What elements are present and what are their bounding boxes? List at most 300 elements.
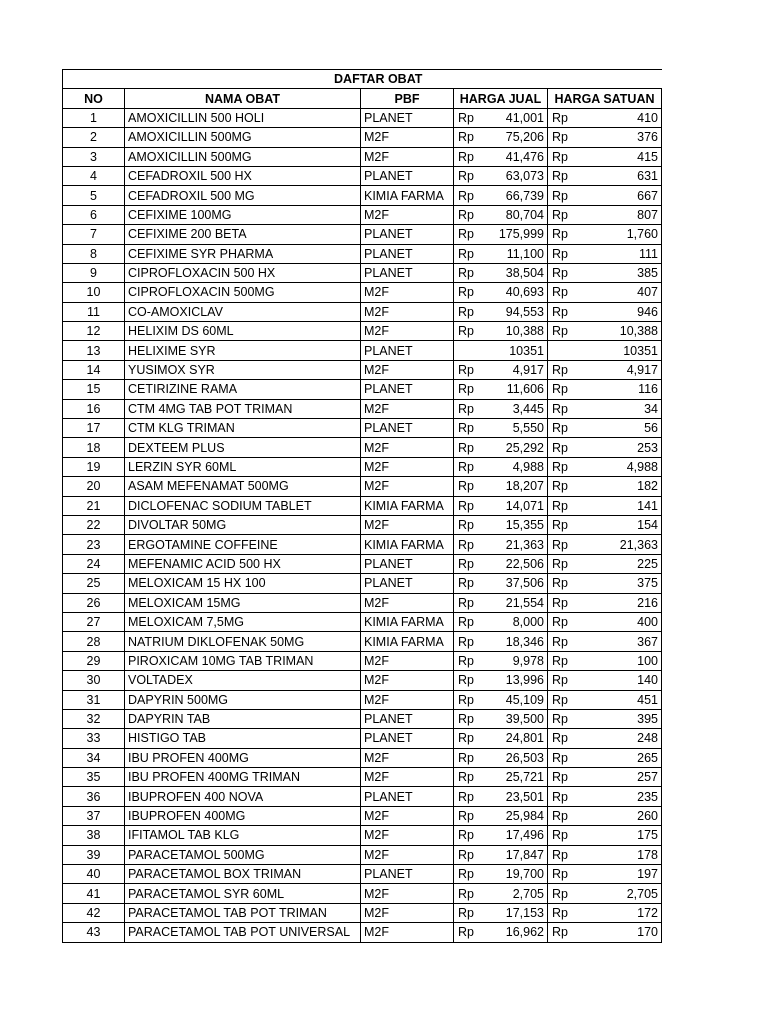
cell-name: MEFENAMIC ACID 500 HX <box>125 554 361 573</box>
table-row <box>63 671 662 690</box>
currency-label: Rp <box>552 518 568 533</box>
cell-harga-satuan-wrap <box>551 303 658 321</box>
cell-harga-jual-wrap <box>457 516 544 534</box>
currency-label: Rp <box>458 809 474 824</box>
cell-harga-satuan-wrap <box>551 245 658 263</box>
currency-label: Rp <box>458 828 474 843</box>
price-value: 4,917 <box>626 363 658 378</box>
cell-pbf: M2F <box>361 322 454 341</box>
cell-no: 26 <box>63 593 125 612</box>
cell-no: 7 <box>63 225 125 244</box>
cell-name: MELOXICAM 15 HX 100 <box>125 574 361 593</box>
cell-harga-satuan <box>548 748 662 767</box>
cell-harga-jual <box>454 923 548 942</box>
cell-harga-jual-wrap <box>457 477 544 495</box>
cell-pbf: M2F <box>361 128 454 147</box>
cell-no: 24 <box>63 554 125 573</box>
currency-label: Rp <box>458 460 474 474</box>
cell-harga-satuan <box>548 322 662 341</box>
cell-no: 8 <box>63 244 125 263</box>
currency-label: Rp <box>552 537 568 552</box>
cell-name: CEFIXIME SYR PHARMA <box>125 244 361 263</box>
cell-harga-satuan-wrap <box>551 342 658 360</box>
medicine-table <box>62 69 662 943</box>
cell-no: 18 <box>63 438 125 457</box>
cell-harga-satuan-wrap <box>551 516 658 534</box>
cell-no: 32 <box>63 709 125 728</box>
currency-label: Rp <box>458 537 474 552</box>
header-harga-jual: HARGA JUAL <box>454 89 548 108</box>
currency-label: Rp <box>552 731 568 746</box>
table-row <box>63 186 662 205</box>
price-value: 946 <box>637 304 658 319</box>
cell-name: AMOXICILLIN 500MG <box>125 147 361 166</box>
cell-name: DAPYRIN TAB <box>125 709 361 728</box>
cell-harga-jual <box>454 903 548 922</box>
price-value: 111 <box>638 246 658 261</box>
price-value: 407 <box>637 285 658 300</box>
table-row <box>63 496 662 515</box>
table-row <box>63 477 662 496</box>
cell-harga-satuan <box>548 768 662 787</box>
price-value: 415 <box>637 149 658 164</box>
table-row <box>63 457 662 476</box>
currency-label: Rp <box>552 673 568 688</box>
cell-harga-jual-wrap <box>457 826 544 844</box>
cell-harga-satuan-wrap <box>551 400 658 418</box>
table-row <box>63 225 662 244</box>
cell-harga-jual-wrap <box>457 148 544 166</box>
cell-no: 17 <box>63 419 125 438</box>
cell-name: ERGOTAMINE COFFEINE <box>125 535 361 554</box>
table-row <box>63 205 662 224</box>
cell-harga-jual-wrap <box>457 245 544 263</box>
cell-no: 6 <box>63 205 125 224</box>
cell-harga-jual-wrap <box>457 788 544 806</box>
cell-harga-jual <box>454 709 548 728</box>
cell-pbf: M2F <box>361 205 454 224</box>
price-value: 41,476 <box>505 149 544 164</box>
cell-pbf: PLANET <box>361 787 454 806</box>
price-value: 41,001 <box>505 110 544 125</box>
cell-harga-jual-wrap <box>457 555 544 573</box>
cell-harga-jual-wrap <box>457 613 544 631</box>
currency-label: Rp <box>458 110 474 125</box>
cell-harga-satuan-wrap <box>551 594 658 612</box>
cell-harga-jual <box>454 884 548 903</box>
cell-name: CO-AMOXICLAV <box>125 302 361 321</box>
cell-harga-satuan <box>548 225 662 244</box>
currency-label: Rp <box>458 770 474 785</box>
cell-harga-jual <box>454 865 548 884</box>
price-value: 260 <box>637 809 658 824</box>
cell-harga-jual <box>454 225 548 244</box>
currency-label: Rp <box>458 266 474 281</box>
cell-harga-jual-wrap <box>457 342 544 360</box>
price-value: 10351 <box>509 343 544 358</box>
cell-no: 20 <box>63 477 125 496</box>
cell-name: DIVOLTAR 50MG <box>125 515 361 534</box>
cell-harga-jual <box>454 244 548 263</box>
cell-no: 33 <box>63 729 125 748</box>
price-value: 39,500 <box>505 712 544 727</box>
price-value: 17,153 <box>505 905 544 920</box>
currency-label: Rp <box>552 324 568 339</box>
cell-harga-satuan <box>548 283 662 302</box>
cell-harga-jual <box>454 574 548 593</box>
cell-harga-jual-wrap <box>457 167 544 185</box>
currency-label: Rp <box>552 789 568 804</box>
cell-harga-satuan <box>548 244 662 263</box>
header-pbf: PBF <box>361 89 454 108</box>
cell-pbf: M2F <box>361 457 454 476</box>
price-value: 667 <box>637 188 658 203</box>
header-harga-satuan: HARGA SATUAN <box>548 89 662 108</box>
cell-pbf: PLANET <box>361 225 454 244</box>
cell-no: 16 <box>63 399 125 418</box>
currency-label: Rp <box>458 382 474 397</box>
currency-label: Rp <box>458 130 474 145</box>
price-value: 197 <box>637 867 658 882</box>
table-row <box>63 244 662 263</box>
cell-harga-jual <box>454 768 548 787</box>
table-row <box>63 360 662 379</box>
price-value: 15,355 <box>505 518 544 533</box>
cell-no: 38 <box>63 826 125 845</box>
price-value: 376 <box>637 130 658 145</box>
cell-no: 41 <box>63 884 125 903</box>
cell-harga-jual-wrap <box>457 904 544 922</box>
cell-harga-jual-wrap <box>457 846 544 864</box>
price-value: 40,693 <box>505 285 544 300</box>
cell-harga-jual-wrap <box>457 923 544 941</box>
price-value: 26,503 <box>505 750 544 765</box>
cell-harga-jual <box>454 690 548 709</box>
currency-label: Rp <box>552 266 568 281</box>
currency-label: Rp <box>458 712 474 727</box>
price-value: 172 <box>637 905 658 920</box>
cell-harga-jual-wrap <box>457 400 544 418</box>
price-value: 2,705 <box>512 886 544 901</box>
price-value: 75,206 <box>505 130 544 145</box>
cell-pbf: KIMIA FARMA <box>361 632 454 651</box>
price-value: 21,363 <box>619 537 658 552</box>
table-row <box>63 147 662 166</box>
price-value: 24,801 <box>505 731 544 746</box>
cell-harga-jual-wrap <box>457 768 544 786</box>
cell-pbf: M2F <box>361 651 454 670</box>
cell-name: CEFADROXIL 500 MG <box>125 186 361 205</box>
cell-harga-jual <box>454 360 548 379</box>
cell-harga-jual <box>454 729 548 748</box>
currency-label: Rp <box>458 653 474 668</box>
cell-harga-jual <box>454 283 548 302</box>
cell-harga-satuan <box>548 535 662 554</box>
cell-harga-satuan <box>548 826 662 845</box>
cell-no: 25 <box>63 574 125 593</box>
cell-name: MELOXICAM 15MG <box>125 593 361 612</box>
price-value: 395 <box>637 712 658 727</box>
cell-harga-jual <box>454 108 548 127</box>
table-row <box>63 884 662 903</box>
currency-label: Rp <box>552 169 568 184</box>
cell-harga-satuan-wrap <box>551 846 658 864</box>
currency-label: Rp <box>458 246 474 261</box>
currency-label: Rp <box>458 847 474 862</box>
currency-label: Rp <box>552 867 568 882</box>
cell-pbf: M2F <box>361 593 454 612</box>
currency-label: Rp <box>552 595 568 610</box>
cell-harga-satuan <box>548 263 662 282</box>
cell-pbf: PLANET <box>361 380 454 399</box>
cell-no: 40 <box>63 865 125 884</box>
cell-name: CETIRIZINE RAMA <box>125 380 361 399</box>
currency-label: Rp <box>458 188 474 203</box>
cell-harga-jual-wrap <box>457 264 544 282</box>
cell-harga-satuan-wrap <box>551 380 658 398</box>
table-row <box>63 515 662 534</box>
cell-name: CEFADROXIL 500 HX <box>125 166 361 185</box>
cell-harga-satuan-wrap <box>551 788 658 806</box>
currency-label: Rp <box>552 246 568 261</box>
price-value: 11,100 <box>506 246 544 261</box>
table-row <box>63 438 662 457</box>
cell-name: PARACETAMOL TAB POT UNIVERSAL <box>125 923 361 942</box>
cell-harga-satuan <box>548 612 662 631</box>
cell-harga-satuan-wrap <box>551 477 658 495</box>
cell-pbf: M2F <box>361 826 454 845</box>
cell-name: CIPROFLOXACIN 500MG <box>125 283 361 302</box>
cell-harga-satuan-wrap <box>551 536 658 554</box>
price-value: 216 <box>637 595 658 610</box>
cell-harga-satuan <box>548 128 662 147</box>
price-value: 9,978 <box>512 653 544 668</box>
cell-harga-jual-wrap <box>457 574 544 592</box>
price-value: 34 <box>644 401 658 416</box>
cell-no: 23 <box>63 535 125 554</box>
currency-label: Rp <box>458 304 474 319</box>
cell-no: 36 <box>63 787 125 806</box>
price-value: 13,996 <box>505 673 544 688</box>
currency-label: Rp <box>552 401 568 416</box>
currency-label: Rp <box>458 324 474 339</box>
price-value: 4,988 <box>626 460 658 474</box>
cell-harga-jual <box>454 787 548 806</box>
price-value: 140 <box>637 673 658 688</box>
cell-harga-satuan-wrap <box>551 652 658 670</box>
cell-no: 10 <box>63 283 125 302</box>
price-value: 248 <box>637 731 658 746</box>
cell-harga-satuan-wrap <box>551 497 658 515</box>
cell-harga-jual <box>454 322 548 341</box>
cell-harga-satuan-wrap <box>551 225 658 243</box>
currency-label: Rp <box>458 169 474 184</box>
cell-harga-satuan <box>548 806 662 825</box>
cell-pbf: PLANET <box>361 574 454 593</box>
price-value: 17,496 <box>505 828 544 843</box>
cell-harga-satuan-wrap <box>551 264 658 282</box>
cell-harga-satuan-wrap <box>551 671 658 689</box>
cell-harga-jual <box>454 671 548 690</box>
table-row <box>63 787 662 806</box>
currency-label: Rp <box>552 905 568 920</box>
cell-pbf: PLANET <box>361 244 454 263</box>
price-value: 170 <box>637 925 658 940</box>
cell-harga-satuan <box>548 399 662 418</box>
currency-label: Rp <box>458 518 474 533</box>
currency-label: Rp <box>458 285 474 300</box>
cell-harga-jual <box>454 166 548 185</box>
cell-pbf: M2F <box>361 923 454 942</box>
header-row <box>63 89 662 108</box>
cell-harga-satuan <box>548 496 662 515</box>
cell-pbf: M2F <box>361 283 454 302</box>
title-cell <box>63 70 662 89</box>
price-value: 56 <box>644 421 658 436</box>
cell-harga-jual <box>454 438 548 457</box>
cell-harga-satuan <box>548 302 662 321</box>
price-value: 400 <box>637 615 658 630</box>
cell-harga-jual-wrap <box>457 807 544 825</box>
price-value: 21,554 <box>505 595 544 610</box>
price-value: 235 <box>637 789 658 804</box>
cell-harga-satuan <box>548 515 662 534</box>
table-row <box>63 399 662 418</box>
cell-harga-satuan <box>548 457 662 476</box>
cell-no: 27 <box>63 612 125 631</box>
cell-harga-satuan-wrap <box>551 633 658 651</box>
cell-name: CTM 4MG TAB POT TRIMAN <box>125 399 361 418</box>
cell-name: DEXTEEM PLUS <box>125 438 361 457</box>
cell-harga-satuan <box>548 729 662 748</box>
currency-label: Rp <box>552 712 568 727</box>
price-value: 25,292 <box>505 440 544 455</box>
currency-label: Rp <box>552 110 568 125</box>
cell-harga-jual <box>454 748 548 767</box>
price-value: 63,073 <box>505 169 544 184</box>
cell-harga-satuan <box>548 166 662 185</box>
cell-harga-satuan <box>548 380 662 399</box>
price-value: 225 <box>637 556 658 571</box>
price-value: 178 <box>637 847 658 862</box>
currency-label: Rp <box>458 421 474 436</box>
cell-harga-jual <box>454 419 548 438</box>
cell-harga-satuan <box>548 651 662 670</box>
cell-harga-jual <box>454 496 548 515</box>
table-row <box>63 322 662 341</box>
currency-label: Rp <box>458 401 474 416</box>
cell-harga-satuan <box>548 360 662 379</box>
currency-label: Rp <box>458 673 474 688</box>
cell-pbf: PLANET <box>361 419 454 438</box>
price-value: 25,984 <box>505 809 544 824</box>
cell-harga-satuan <box>548 923 662 942</box>
currency-label: Rp <box>458 227 474 242</box>
table-row <box>63 865 662 884</box>
currency-label: Rp <box>552 188 568 203</box>
currency-label: Rp <box>458 789 474 804</box>
table-row <box>63 108 662 127</box>
currency-label: Rp <box>552 770 568 785</box>
cell-harga-jual-wrap <box>457 594 544 612</box>
price-value: 37,506 <box>505 576 544 591</box>
cell-harga-satuan-wrap <box>551 148 658 166</box>
cell-name: HISTIGO TAB <box>125 729 361 748</box>
cell-pbf: KIMIA FARMA <box>361 496 454 515</box>
cell-harga-satuan-wrap <box>551 128 658 146</box>
price-value: 154 <box>637 518 658 533</box>
cell-pbf: KIMIA FARMA <box>361 612 454 631</box>
cell-harga-satuan-wrap <box>551 361 658 379</box>
currency-label: Rp <box>552 149 568 164</box>
cell-harga-satuan <box>548 574 662 593</box>
cell-harga-jual <box>454 826 548 845</box>
currency-label: Rp <box>458 905 474 920</box>
currency-label: Rp <box>552 886 568 901</box>
price-value: 265 <box>637 750 658 765</box>
currency-label: Rp <box>552 304 568 319</box>
cell-harga-satuan <box>548 845 662 864</box>
currency-label: Rp <box>552 750 568 765</box>
cell-harga-satuan-wrap <box>551 807 658 825</box>
table-row <box>63 574 662 593</box>
price-value: 23,501 <box>505 789 544 804</box>
price-value: 80,704 <box>505 207 544 222</box>
cell-pbf: M2F <box>361 671 454 690</box>
currency-label: Rp <box>458 207 474 222</box>
cell-harga-jual-wrap <box>457 303 544 321</box>
cell-no: 39 <box>63 845 125 864</box>
table-row <box>63 283 662 302</box>
table-row <box>63 709 662 728</box>
cell-pbf: M2F <box>361 399 454 418</box>
cell-pbf: M2F <box>361 302 454 321</box>
medicine-table-body <box>63 70 662 943</box>
cell-harga-jual <box>454 399 548 418</box>
price-value: 38,504 <box>505 266 544 281</box>
cell-harga-satuan <box>548 632 662 651</box>
price-value: 253 <box>637 440 658 455</box>
cell-harga-satuan <box>548 709 662 728</box>
header-name: NAMA OBAT <box>125 89 361 108</box>
cell-pbf: PLANET <box>361 263 454 282</box>
price-value: 175 <box>637 828 658 843</box>
table-row <box>63 826 662 845</box>
cell-harga-satuan <box>548 419 662 438</box>
cell-pbf: PLANET <box>361 729 454 748</box>
cell-harga-jual-wrap <box>457 633 544 651</box>
price-value: 25,721 <box>505 770 544 785</box>
cell-harga-satuan <box>548 205 662 224</box>
cell-harga-satuan-wrap <box>551 439 658 457</box>
cell-no: 5 <box>63 186 125 205</box>
currency-label: Rp <box>458 479 474 494</box>
cell-harga-satuan-wrap <box>551 419 658 437</box>
cell-pbf: M2F <box>361 748 454 767</box>
currency-label: Rp <box>458 692 474 707</box>
price-value: 100 <box>637 653 658 668</box>
currency-label: Rp <box>458 440 474 455</box>
cell-pbf: M2F <box>361 845 454 864</box>
cell-harga-satuan <box>548 865 662 884</box>
currency-label: Rp <box>458 498 474 513</box>
currency-label: Rp <box>458 925 474 940</box>
currency-label: Rp <box>458 750 474 765</box>
cell-no: 29 <box>63 651 125 670</box>
price-value: 2,705 <box>626 886 658 901</box>
cell-harga-jual <box>454 593 548 612</box>
table-row <box>63 806 662 825</box>
